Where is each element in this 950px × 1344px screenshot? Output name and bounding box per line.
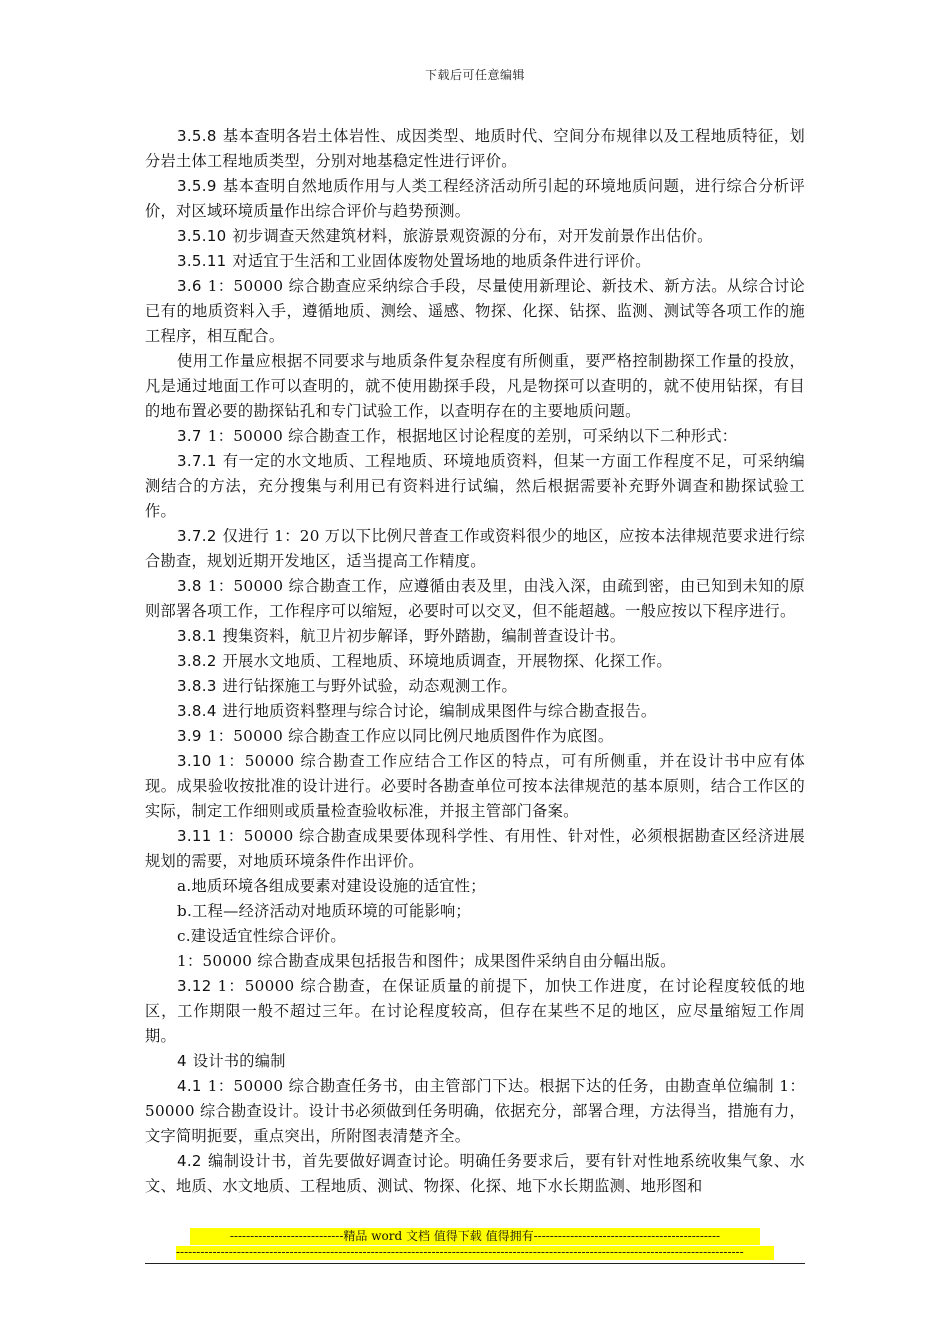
section-number: 3.5.8	[177, 127, 217, 145]
section-number: 4	[177, 1052, 187, 1070]
paragraph-text: 仅进行 1：20 万以下比例尺普查工作或资料很少的地区，应按本法律规范要求进行综合勘查，规划近期开发地区，适当提高工作精度。	[145, 527, 805, 570]
paragraph-text: 进行地质资料整理与综合讨论，编制成果图件与综合勘查报告。	[222, 702, 657, 720]
footer-banner: ----------------------------精品 word 文档 值得下载 值得拥有----------------------------------------------	[190, 1228, 760, 1245]
section-number: 3.8.4	[177, 702, 217, 720]
paragraph-text: 对适宜于生活和工业固体废物处置场地的地质条件进行评价。	[232, 252, 651, 270]
paragraph-text: 设计书的编制	[192, 1052, 286, 1070]
footer-dashes: --------------------------------------------------------------------------------------------------------------------------------------------	[176, 1246, 774, 1260]
paragraph	[145, 249, 805, 274]
paragraph	[145, 724, 805, 749]
paragraph	[145, 524, 805, 574]
section-number: 3.5.10	[177, 227, 227, 245]
paragraph-text: 1：50000 综合勘查工作，应遵循由表及里，由浅入深，由疏到密，由已知到未知的原则部署各项工作，工作程序可以缩短，必要时可以交叉，但不能超越。一般应按以下程序进行。	[145, 577, 805, 620]
paragraph-text: 初步调查天然建筑材料，旅游景观资源的分布，对开发前景作出估价。	[232, 227, 713, 245]
paragraph	[145, 624, 805, 649]
section-number: 3.7.2	[177, 527, 217, 545]
section-number: 3.8	[177, 577, 202, 595]
paragraph-text: 1：50000 综合勘查成果要体现科学性、有用性、针对性，必须根据勘查区经济进展规划的需要，对地质环境条件作出评价。	[145, 827, 805, 870]
document-body	[145, 124, 805, 1199]
paragraph-text: 1：50000 综合勘查工作应以同比例尺地质图件作为底图。	[207, 727, 614, 745]
section-number: 3.5.11	[177, 252, 227, 270]
paragraph	[145, 349, 805, 424]
section-number: 3.7.1	[177, 452, 217, 470]
paragraph-text: 1：50000 综合勘查，在保证质量的前提下，加快工作进度，在讨论程度较低的地区，工作期限一般不超过三年。在讨论程度较高，但存在某些不足的地区，应尽量缩短工作周期。	[145, 977, 805, 1045]
paragraph	[145, 574, 805, 624]
paragraph-text: 1：50000 综合勘查成果包括报告和图件；成果图件采纳自由分幅出版。	[177, 952, 676, 970]
paragraph-text: 1：50000 综合勘查工作应结合工作区的特点，可有所侧重，并在设计书中应有体现。成果验收按批准的设计进行。必要时各勘查单位可按本法律规范的基本原则，结合工作区的实际，制定工作细则或质量检查验收标准，并报主管部门备案。	[145, 752, 805, 820]
paragraph	[145, 424, 805, 449]
paragraph-text: b.工程—经济活动对地质环境的可能影响；	[177, 902, 471, 920]
paragraph-text: 进行钻探施工与野外试验，动态观测工作。	[222, 677, 517, 695]
paragraph-text: 搜集资料，航卫片初步解译，野外踏勘，编制普查设计书。	[222, 627, 626, 645]
section-number: 3.5.9	[177, 177, 217, 195]
paragraph	[145, 224, 805, 249]
paragraph	[145, 924, 805, 949]
section-number: 3.6	[177, 277, 202, 295]
paragraph	[145, 674, 805, 699]
section-number: 3.8.1	[177, 627, 217, 645]
section-number: 3.8.3	[177, 677, 217, 695]
paragraph-text: 1：50000 综合勘查应采纳综合手段，尽量使用新理论、新技术、新方法。从综合讨论已有的地质资料入手，遵循地质、测绘、遥感、物探、化探、钻探、监测、测试等各项工作的施工程序，相互配合。	[145, 277, 805, 345]
section-number: 3.11	[177, 827, 212, 845]
paragraph	[145, 699, 805, 724]
page-header: 下载后可任意编辑	[424, 68, 525, 82]
paragraph	[145, 949, 805, 974]
paragraph	[145, 1149, 805, 1199]
paragraph-text: 1：50000 综合勘查工作，根据地区讨论程度的差别，可采纳以下二种形式：	[207, 427, 738, 445]
paragraph	[145, 974, 805, 1049]
paragraph-text: a.地质环境各组成要素对建设设施的适宜性；	[177, 877, 486, 895]
section-number: 3.7	[177, 427, 202, 445]
paragraph	[145, 449, 805, 524]
paragraph	[145, 749, 805, 824]
paragraph	[145, 824, 805, 874]
paragraph	[145, 1049, 805, 1074]
section-number: 3.12	[177, 977, 212, 995]
section-number: 3.9	[177, 727, 202, 745]
paragraph	[145, 274, 805, 349]
section-number: 3.8.2	[177, 652, 217, 670]
paragraph-text: c.建设适宜性综合评价。	[177, 927, 346, 945]
section-number: 4.1	[177, 1077, 202, 1095]
paragraph	[145, 874, 805, 899]
paragraph	[145, 174, 805, 224]
paragraph	[145, 649, 805, 674]
footer-divider	[145, 1263, 805, 1264]
paragraph-text: 编制设计书，首先要做好调查讨论。明确任务要求后，要有针对性地系统收集气象、水文、地质、水文地质、工程地质、测试、物探、化探、地下水长期监测、地形图和	[145, 1152, 805, 1195]
paragraph-text: 基本查明自然地质作用与人类工程经济活动所引起的环境地质问题，进行综合分析评价，对区域环境质量作出综合评价与趋势预测。	[145, 177, 805, 220]
section-number: 3.10	[177, 752, 212, 770]
paragraph-text: 1：50000 综合勘查任务书，由主管部门下达。根据下达的任务，由勘查单位编制 1：50000 综合勘查设计。设计书必须做到任务明确，依据充分，部署合理，方法得当，措施有力，文字简明扼要，重点突出，所附图表清楚齐全。	[145, 1077, 805, 1145]
paragraph	[145, 1074, 805, 1149]
paragraph-text: 开展水文地质、工程地质、环境地质调查，开展物探、化探工作。	[222, 652, 672, 670]
paragraph-text: 使用工作量应根据不同要求与地质条件复杂程度有所侧重，要严格控制勘探工作量的投放，凡是通过地面工作可以查明的，就不使用勘探手段，凡是物探可以查明的，就不使用钻探，有目的地布置必要的勘探钻孔和专门试验工作，以查明存在的主要地质问题。	[145, 352, 805, 420]
paragraph	[145, 124, 805, 174]
paragraph-text: 基本查明各岩土体岩性、成因类型、地质时代、空间分布规律以及工程地质特征，划分岩土体工程地质类型，分别对地基稳定性进行评价。	[145, 127, 805, 170]
paragraph-text: 有一定的水文地质、工程地质、环境地质资料，但某一方面工作程度不足，可采纳编测结合的方法，充分搜集与利用已有资料进行试编，然后根据需要补充野外调查和勘探试验工作。	[145, 452, 805, 520]
section-number: 4.2	[177, 1152, 202, 1170]
paragraph	[145, 899, 805, 924]
